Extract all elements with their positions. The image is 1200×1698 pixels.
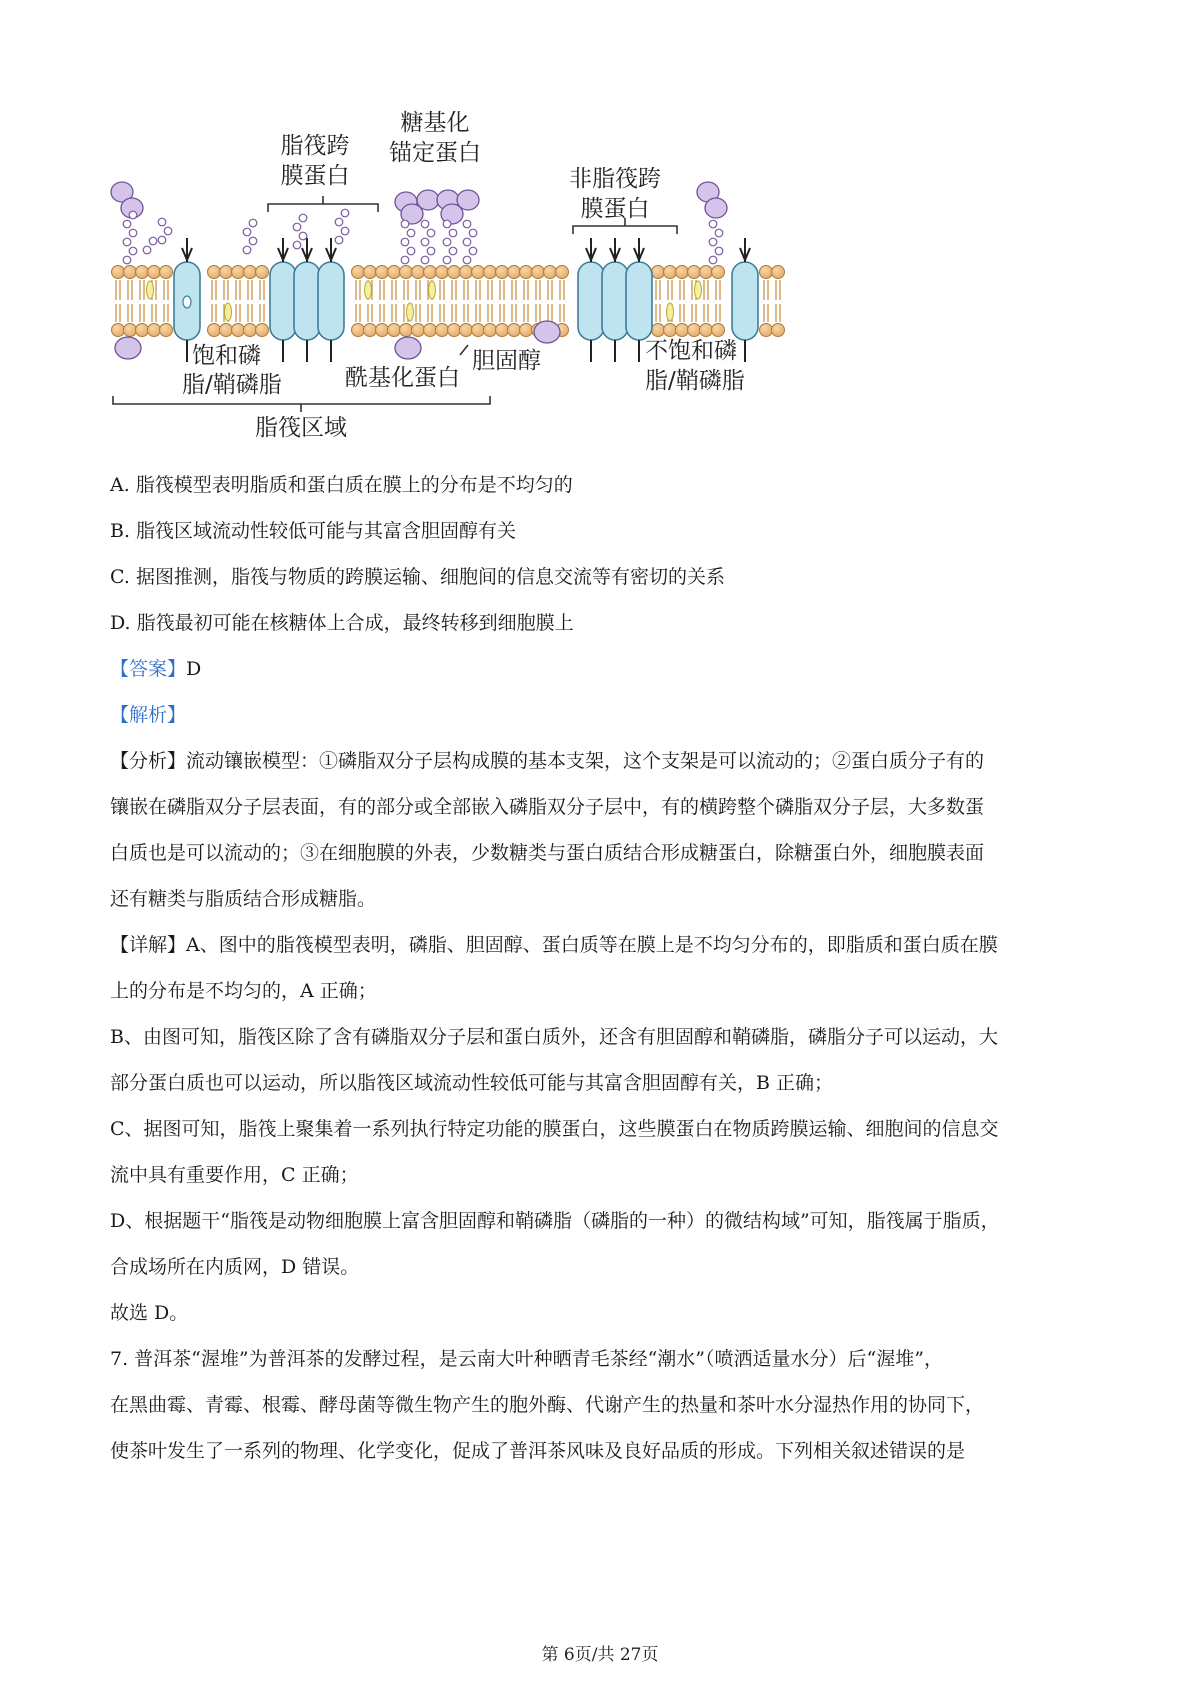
phospholipid-head [160, 324, 173, 337]
sugar-unit [443, 238, 451, 246]
phospholipid-head [712, 324, 725, 337]
sugar-unit [401, 238, 409, 246]
option-a: A. 脂筏模型表明脂质和蛋白质在膜上的分布是不均匀的 [110, 474, 573, 496]
phospholipid-head [652, 266, 665, 279]
phospholipid-head [244, 266, 257, 279]
phospholipid-head [364, 324, 377, 337]
sugar-unit [123, 256, 131, 264]
sugar-unit [129, 229, 137, 237]
page-footer: 第 6页/共 27页 [541, 1645, 659, 1665]
phospholipid-head [388, 324, 401, 337]
detail-line-5: C、据图可知，脂筏上聚集着一系列执行特定功能的膜蛋白，这些膜蛋白在物质跨膜运输、细胞间的信息交 [110, 1118, 999, 1140]
question-body [110, 462, 1100, 1474]
transmembrane-protein [578, 262, 604, 340]
acylated-protein [395, 337, 421, 359]
sugar-unit [401, 220, 409, 228]
phospholipid-head [448, 324, 461, 337]
phospholipid-head [424, 266, 437, 279]
label-raft-transmembrane-2: 膜蛋白 [280, 163, 350, 189]
sugar-unit [709, 256, 717, 264]
transmembrane-protein [602, 262, 628, 340]
sugar-unit [299, 232, 307, 240]
sugar-unit [129, 211, 137, 219]
label-unsaturated-1: 不饱和磷 [645, 338, 737, 364]
protein-pore [183, 296, 191, 308]
phospholipid-head [556, 266, 569, 279]
phospholipid-head [688, 266, 701, 279]
sugar-unit [469, 229, 477, 237]
analysis-sub-tag: 【分析】 [110, 750, 187, 772]
sugar-unit [243, 228, 251, 236]
question7-line-2: 在黑曲霉、青霉、根霉、酵母菌等微生物产生的胞外酶、代谢产生的热量和茶叶水分湿热作用的协同下， [110, 1394, 985, 1416]
label-gpi-anchored-2: 锚定蛋白 [389, 140, 481, 166]
sugar-unit [715, 229, 723, 237]
phospholipid-head [652, 324, 665, 337]
sugar-unit [249, 237, 257, 245]
phospholipid-head [508, 266, 521, 279]
phospholipid-head [376, 266, 389, 279]
sugar-unit [427, 229, 435, 237]
answer-value: D [186, 658, 202, 680]
transmembrane-protein [294, 262, 320, 340]
sugar-unit [421, 220, 429, 228]
detail-tag: 【详解】 [110, 934, 187, 956]
sugar-unit [158, 236, 166, 244]
phospholipid-head [520, 324, 533, 337]
phospholipid-head [760, 324, 773, 337]
sugar-unit [143, 246, 151, 254]
phospholipid-head [424, 324, 437, 337]
phospholipid-head [436, 324, 449, 337]
cholesterol-molecule [429, 281, 436, 299]
phospholipid-head [232, 266, 245, 279]
sugar-unit [463, 256, 471, 264]
phospholipid-head [712, 266, 725, 279]
sugar-unit [407, 229, 415, 237]
label-raft-transmembrane-1: 脂筏跨 [280, 133, 350, 159]
analysis-line-1 [110, 738, 1100, 784]
analysis-line-3: 白质也是可以流动的；③在细胞膜的外表，少数糖类与蛋白质结合形成糖蛋白，除糖蛋白外，细胞膜表面 [110, 842, 985, 864]
sugar-unit [293, 241, 301, 249]
phospholipid-head [532, 266, 545, 279]
sugar-unit [715, 247, 723, 255]
cholesterol-molecule [695, 281, 702, 299]
phospholipid-head [136, 324, 149, 337]
cholesterol-molecule [667, 303, 674, 321]
phospholipid-head [700, 324, 713, 337]
phospholipid-head [496, 324, 509, 337]
transmembrane-protein [318, 262, 344, 340]
sugar-unit [421, 238, 429, 246]
phospholipid-head [124, 324, 137, 337]
option-d: D. 脂筏最初可能在核糖体上合成，最终转移到细胞膜上 [110, 612, 574, 634]
analysis-line-4: 还有糖类与脂质结合形成糖脂。 [110, 888, 377, 910]
phospholipid-head [664, 324, 677, 337]
detail-text-1: A、图中的脂筏模型表明，磷脂、胆固醇、蛋白质等在膜上是不均匀分布的，即脂质和蛋白质在膜 [186, 934, 998, 956]
phospholipid-head [676, 266, 689, 279]
phospholipid-head [124, 266, 137, 279]
phospholipid-head [544, 266, 557, 279]
detail-line-1 [110, 922, 1100, 968]
phospholipid-head [412, 266, 425, 279]
cholesterol-molecule [225, 303, 232, 321]
cholesterol-molecule [147, 281, 154, 299]
phospholipid-head [232, 324, 245, 337]
detail-line-3: B、由图可知，脂筏区除了含有磷脂双分子层和蛋白质外，还含有胆固醇和鞘磷脂，磷脂分子可以运动，大 [110, 1026, 998, 1048]
answer-line [110, 646, 1100, 692]
phospholipid-head [448, 266, 461, 279]
phospholipid-head [112, 266, 125, 279]
detail-line-4: 部分蛋白质也可以运动，所以脂筏区域流动性较低可能与其富含胆固醇有关，B 正确； [110, 1072, 834, 1094]
phospholipid-head [436, 266, 449, 279]
cholesterol-molecule [365, 281, 372, 299]
phospholipid-head [400, 324, 413, 337]
phospholipid-head [700, 266, 713, 279]
label-unsaturated-2: 脂/鞘磷脂 [645, 368, 745, 394]
phospholipid-head [376, 324, 389, 337]
phospholipid-head [472, 266, 485, 279]
analysis-text-1: 流动镶嵌模型：①磷脂双分子层构成膜的基本支架，这个支架是可以流动的；②蛋白质分子有的 [186, 750, 985, 772]
label-non-raft-transmembrane-2: 膜蛋白 [580, 196, 650, 222]
phospholipid-head [484, 266, 497, 279]
option-c: C. 据图推测，脂筏与物质的跨膜运输、细胞间的信息交流等有密切的关系 [110, 566, 725, 588]
option-b: B. 脂筏区域流动性较低可能与其富含胆固醇有关 [110, 520, 517, 542]
phospholipid-head [688, 324, 701, 337]
sugar-unit [335, 218, 343, 226]
sugar-unit [449, 229, 457, 237]
phospholipid-head [772, 324, 785, 337]
phospholipid-head [460, 324, 473, 337]
phospholipid-head [388, 266, 401, 279]
phospholipid-head [760, 266, 773, 279]
analysis-tag: 【解析】 [110, 704, 187, 726]
transmembrane-protein [732, 262, 758, 340]
phospholipid-head [412, 324, 425, 337]
sugar-unit [249, 219, 257, 227]
sugar-unit [401, 256, 409, 264]
label-saturated-2: 脂/鞘磷脂 [182, 372, 282, 398]
phospholipid-head [256, 324, 269, 337]
sugar-unit [443, 220, 451, 228]
label-saturated-1: 饱和磷 [192, 343, 261, 369]
bilayer [112, 266, 785, 337]
phospholipid-head [148, 266, 161, 279]
membrane-illustration [110, 100, 890, 490]
sugar-unit [407, 247, 415, 255]
sugar-unit [341, 227, 349, 235]
sugar-unit [709, 238, 717, 246]
transmembrane-protein [270, 262, 296, 340]
label-raft-region: 脂筏区域 [255, 415, 347, 441]
detail-conclusion: 故选 D。 [110, 1302, 189, 1324]
sugar-unit [449, 247, 457, 255]
answer-tag: 【答案】 [110, 658, 187, 680]
sugar-unit [463, 238, 471, 246]
sugar-unit [421, 256, 429, 264]
sugar-unit [299, 214, 307, 222]
phospholipid-head [772, 266, 785, 279]
phospholipid-head [352, 324, 365, 337]
glycan-head [705, 198, 727, 218]
phospholipid-head [400, 266, 413, 279]
sugar-unit [709, 220, 717, 228]
sugar-unit [427, 247, 435, 255]
detail-line-8: 合成场所在内质网，D 错误。 [110, 1256, 360, 1278]
acylated-protein [534, 321, 560, 343]
phospholipid-head [148, 324, 161, 337]
sugar-unit [158, 218, 166, 226]
sugar-unit [123, 220, 131, 228]
phospholipid-head [508, 324, 521, 337]
phospholipid-head [520, 266, 533, 279]
sugar-unit [335, 236, 343, 244]
phospholipid-head [484, 324, 497, 337]
phospholipid-head [208, 266, 221, 279]
question7-line-3: 使茶叶发生了一系列的物理、化学变化，促成了普洱茶风味及良好品质的形成。下列相关叙述错误的是 [110, 1440, 966, 1462]
label-gpi-anchored-1: 糖基化 [400, 110, 470, 136]
analysis-line-2: 镶嵌在磷脂双分子层表面，有的部分或全部嵌入磷脂双分子层中，有的横跨整个磷脂双分子层，大多数蛋 [110, 796, 985, 818]
sugar-unit [149, 237, 157, 245]
phospholipid-head [208, 324, 221, 337]
label-non-raft-transmembrane-1: 非脂筏跨 [569, 166, 661, 192]
phospholipid-head [220, 324, 233, 337]
sugar-unit [123, 238, 131, 246]
lipid-raft-diagram [110, 100, 890, 490]
label-acylated: 酰基化蛋白 [345, 365, 460, 391]
sugar-unit [341, 209, 349, 217]
sugar-unit [463, 220, 471, 228]
phospholipid-head [160, 266, 173, 279]
phospholipid-head [136, 266, 149, 279]
phospholipid-head [352, 266, 365, 279]
sugar-unit [469, 247, 477, 255]
detail-line-6: 流中具有重要作用，C 正确； [110, 1164, 359, 1186]
label-cholesterol: 胆固醇 [472, 348, 541, 374]
phospholipid-head [496, 266, 509, 279]
sugar-unit [443, 256, 451, 264]
detail-line-7: D、根据题干“脂筏是动物细胞膜上富含胆固醇和鞘磷脂（磷脂的一种）的微结构域”可知，脂筏属于脂质， [110, 1210, 1000, 1232]
transmembrane-protein [626, 262, 652, 340]
question7-line-1: 7. 普洱茶“渥堆”为普洱茶的发酵过程，是云南大叶种晒青毛茶经“潮水”（喷洒适量水分）后“渥堆”， [110, 1348, 943, 1370]
cholesterol-molecule [407, 303, 414, 321]
sugar-unit [129, 247, 137, 255]
sugar-unit [243, 246, 251, 254]
phospholipid-head [256, 266, 269, 279]
phospholipid-head [364, 266, 377, 279]
phospholipid-head [112, 324, 125, 337]
phospholipid-head [460, 266, 473, 279]
phospholipid-head [664, 266, 677, 279]
sugar-unit [164, 227, 172, 235]
phospholipid-head [676, 324, 689, 337]
detail-line-2: 上的分布是不均匀的，A 正确； [110, 980, 377, 1002]
phospholipid-head [244, 324, 257, 337]
acylated-protein [115, 337, 141, 359]
phospholipid-head [472, 324, 485, 337]
sugar-unit [293, 223, 301, 231]
phospholipid-head [220, 266, 233, 279]
